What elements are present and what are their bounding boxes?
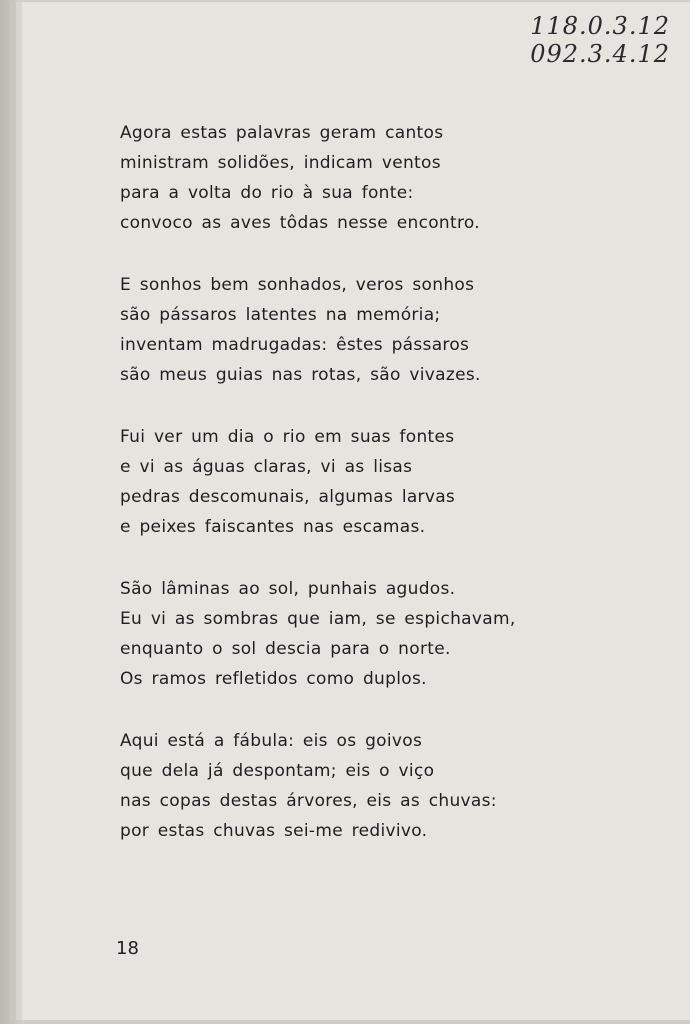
poem-line: para a volta do rio à sua fonte: xyxy=(120,183,414,203)
poem-line: Eu vi as sombras que iam, se espichavam, xyxy=(120,609,516,629)
poem-line: e peixes faiscantes nas escamas. xyxy=(120,517,426,537)
poem-line: ministram solidões, indicam ventos xyxy=(120,153,441,173)
stanza-4 xyxy=(120,574,660,694)
poem-line: são pássaros latentes na memória; xyxy=(120,305,441,325)
poem-line: convoco as aves tôdas nesse encontro. xyxy=(120,213,480,233)
poem-line: e vi as águas claras, vi as lisas xyxy=(120,457,413,477)
poem-line: São lâminas ao sol, punhais agudos. xyxy=(120,579,456,599)
stanza-3 xyxy=(120,422,660,542)
poem-line: Agora estas palavras geram cantos xyxy=(120,123,444,143)
stanza-2 xyxy=(120,270,660,390)
poem-line: que dela já despontam; eis o viço xyxy=(120,761,435,781)
poem-line: Aqui está a fábula: eis os goivos xyxy=(120,731,423,751)
shelf-mark-line-2: 092.3.4.12 xyxy=(530,40,670,68)
page-number: 18 xyxy=(116,938,139,959)
poem-line: são meus guias nas rotas, são vivazes. xyxy=(120,365,481,385)
stanza-5 xyxy=(120,726,660,846)
poem-line: enquanto o sol descia para o norte. xyxy=(120,639,451,659)
shelf-mark-line-1: 118.0.3.12 xyxy=(530,12,670,40)
poem-text xyxy=(120,118,660,878)
poem-line: pedras descomunais, algumas larvas xyxy=(120,487,456,507)
poem-line: E sonhos bem sonhados, veros sonhos xyxy=(120,275,475,295)
poem-line: Fui ver um dia o rio em suas fontes xyxy=(120,427,455,447)
poem-line: inventam madrugadas: êstes pássaros xyxy=(120,335,470,355)
poem-line: nas copas destas árvores, eis as chuvas: xyxy=(120,791,497,811)
handwritten-shelf-mark xyxy=(530,12,670,68)
poem-line: Os ramos refletidos como duplos. xyxy=(120,669,427,689)
poem-line: por estas chuvas sei-me redivivo. xyxy=(120,821,428,841)
stanza-1 xyxy=(120,118,660,238)
book-spine xyxy=(0,0,24,1024)
